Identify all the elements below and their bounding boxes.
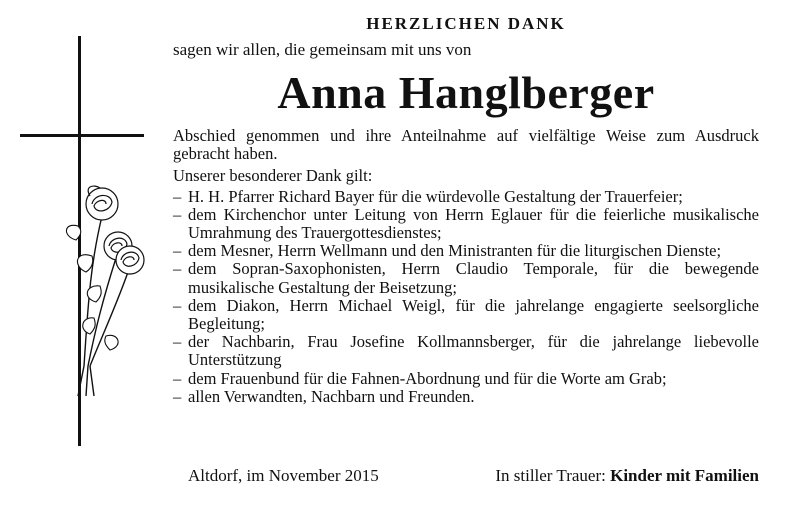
list-item-text: der Nachbarin, Frau Josefine Kollmannsberger, für die jahrelange liebevolle Unterstützung (188, 332, 759, 370)
place-date: Altdorf, im November 2015 (188, 466, 379, 485)
dash: – (173, 386, 182, 406)
list-item (173, 388, 759, 406)
dash: – (173, 241, 182, 261)
deceased-name: Anna Hanglberger (277, 67, 655, 118)
list-item (173, 206, 759, 242)
list-item-text: allen Verwandten, Nachbarn und Freunden. (188, 386, 475, 406)
list-item-text: H. H. Pfarrer Richard Bayer für die würdevolle Gestaltung der Trauerfeier; (188, 186, 683, 206)
dash: – (173, 259, 182, 279)
list-item (173, 297, 759, 333)
list-item (173, 242, 759, 260)
heading: HERZLICHEN DANK (366, 14, 566, 33)
cross-with-roses-icon (20, 36, 150, 496)
dash: – (173, 295, 182, 315)
list-item (173, 260, 759, 296)
thanks-list (173, 188, 759, 406)
mourning-label: In stiller Trauer: (495, 466, 606, 485)
mourners: Kinder mit Familien (610, 466, 759, 485)
dash: – (173, 204, 182, 224)
list-item (173, 333, 759, 369)
list-item-text: dem Diakon, Herrn Michael Weigl, für die jahrelange engagierte seelsorgliche Begleitung; (188, 295, 759, 334)
list-item-text: dem Mesner, Herrn Wellmann und den Ministranten für die liturgischen Dienste; (188, 241, 722, 261)
intro-text: sagen wir allen, die gemeinsam mit uns von (173, 40, 472, 59)
notice-body (173, 127, 759, 406)
thanks-paragraph: Abschied genommen und ihre Anteilnahme auf vielfältige Weise zum Ausdruck gebracht haben. (173, 126, 759, 164)
signature (495, 466, 759, 486)
list-item-text: dem Kirchenchor unter Leitung von Herrn Eglauer für die feierliche musikalische Umrahmung des Trauergottesdienstes; (188, 204, 759, 243)
dash: – (173, 186, 182, 206)
list-item (173, 370, 759, 388)
thanks-subheading: Unserer besonderer Dank gilt: (173, 166, 373, 186)
list-item-text: dem Sopran-Saxophonisten, Herrn Claudio Temporale, für die bewegende musikalische Gestaltung der Beisetzung; (188, 259, 759, 297)
dash: – (173, 332, 182, 352)
dash: – (173, 368, 182, 388)
list-item (173, 188, 759, 206)
list-item-text: dem Frauenbund für die Fahnen-Abordnung und für die Worte am Grab; (188, 368, 667, 388)
